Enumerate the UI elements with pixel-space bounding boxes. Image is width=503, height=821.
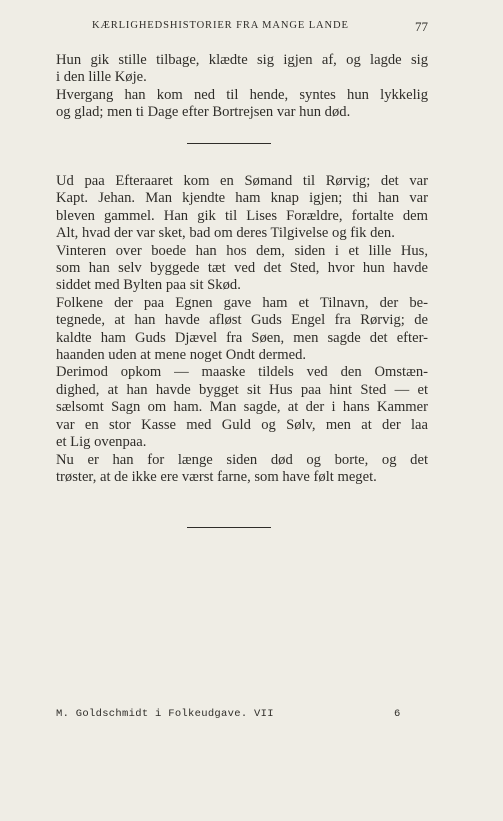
text-line: trøster, at de ikke ere værst farne, som have følt meget. bbox=[56, 468, 377, 485]
text-line: som han selv byggede tæt ved det Sted, hvor hun havde bbox=[56, 260, 428, 277]
section-divider bbox=[187, 143, 271, 144]
text-line: Nu er han for længe siden død og borte, og det bbox=[56, 451, 428, 468]
paragraph bbox=[56, 173, 428, 243]
text-line: i den lille Køje. bbox=[56, 69, 147, 86]
text-line: og glad; men ti Dage efter Bortrejsen var hun død. bbox=[56, 104, 351, 121]
text-line: Derimod opkom — maaske tildels ved den Omstæn- bbox=[56, 364, 428, 381]
text-line: et Lig ovenpaa. bbox=[56, 434, 147, 451]
text-block-1 bbox=[56, 52, 428, 122]
page-number: 77 bbox=[415, 19, 428, 34]
section-divider bbox=[187, 527, 271, 528]
text-line: Hvergang han kom ned til hende, syntes hun lykkelig bbox=[56, 86, 428, 103]
text-line: sælsomt Sagn om ham. Man sagde, at der i hans Kammer bbox=[56, 399, 428, 416]
paragraph bbox=[56, 52, 428, 87]
text-line: haanden uden at mene noget Ondt dermed. bbox=[56, 347, 307, 364]
text-line: Alt, hvad der var sket, bad om deres Tilgivelse og fik den. bbox=[56, 225, 395, 242]
paragraph bbox=[56, 243, 428, 295]
paragraph bbox=[56, 87, 428, 122]
text-line: var en stor Kasse med Guld og Sølv, men at der laa bbox=[56, 416, 428, 433]
text-line: siddet med Bylten paa sit Skød. bbox=[56, 277, 241, 294]
text-line: kaldte ham Guds Djævel fra Søen, men sagde det efter- bbox=[56, 329, 428, 346]
text-line: Kapt. Jehan. Man kjendte ham knap igjen; thi han var bbox=[56, 190, 428, 207]
text-line: tegnede, at han havde afløst Guds Engel fra Rørvig; de bbox=[56, 312, 428, 329]
printer-signature: M. Goldschmidt i Folkeudgave. VII bbox=[56, 708, 274, 720]
paragraph bbox=[56, 452, 428, 487]
running-title: KÆRLIGHEDSHISTORIER FRA MANGE LANDE bbox=[92, 20, 349, 31]
text-line: Hun gik stille tilbage, klædte sig igjen af, og lagde sig bbox=[56, 52, 428, 68]
paragraph bbox=[56, 295, 428, 365]
text-line: Ud paa Efteraaret kom en Sømand til Rørvig; det var bbox=[56, 173, 428, 189]
text-line: bleven gammel. Han gik til Lises Forældre, fortalte dem bbox=[56, 207, 428, 224]
text-line: dighed, at han havde bygget sit Hus paa hint Sted — et bbox=[56, 381, 428, 398]
text-line: Vinteren over boede han hos dem, siden i et lille Hus, bbox=[56, 242, 428, 259]
text-block-2 bbox=[56, 173, 428, 486]
text-line: Folkene der paa Egnen gave ham et Tilnavn, der be- bbox=[56, 294, 428, 311]
paragraph bbox=[56, 364, 428, 451]
running-head bbox=[56, 20, 428, 36]
signature-mark: 6 bbox=[394, 708, 401, 720]
